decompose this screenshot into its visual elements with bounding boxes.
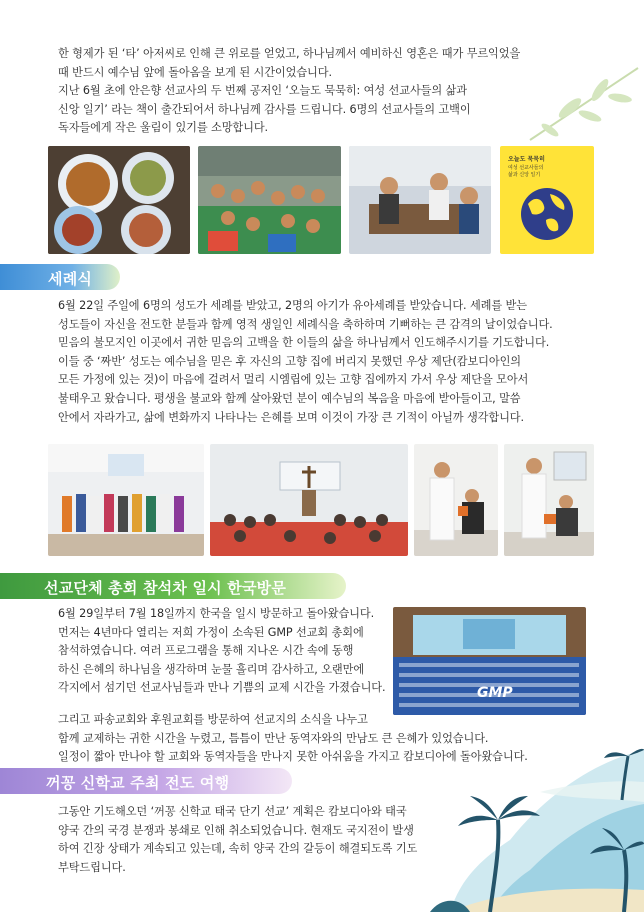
visit-line: 함께 교제하는 귀한 시간을 누렸고, 틈틈이 만난 동역자와의 만남도 큰 은혜가 있었습니다. — [58, 731, 489, 745]
book-cover — [500, 146, 594, 254]
baptism-line: 이들 중 ‘짜반’ 성도는 예수님을 믿은 후 자신의 고향 집에 버리지 못했던 우상 제단(캄보디아인의 — [58, 354, 521, 368]
visit-line: 6월 29일부터 7월 18일까지 한국을 일시 방문하고 돌아왔습니다. — [58, 607, 375, 620]
baptism-line: 모든 가정에 있는 것)이 마음에 걸려서 멀리 시엠립에 있는 고향 집에까지 가서 우상 제단을 모아서 — [58, 373, 529, 387]
photo-baptism-pastor-1 — [414, 444, 498, 556]
intro-line: 독자들에게 작은 울림이 있기를 소망합니다. — [58, 121, 269, 135]
section-heading-seminary: 꺼꽁 신학교 주최 전도 여행 — [46, 774, 230, 792]
baptism-line: 6월 22일 주일에 6명의 성도가 세례를 받았고, 2명의 아기가 유아세례를 받았습니다. 세례를 받는 — [58, 299, 527, 312]
photo-children-gathering — [198, 146, 341, 254]
photo-class-table — [349, 146, 491, 254]
visit-line: 각지에서 섬기던 선교사님들과 만나 기쁨의 교제 시간을 가졌습니다. — [58, 681, 386, 695]
intro-line: 한 형제가 된 ‘타’ 아저씨로 인해 큰 위로를 얻었고, 하나님께서 예비하신 영혼은 때가 무르익었을 — [58, 47, 521, 60]
intro-line: 지난 6월 초에 안은향 선교사의 두 번째 공저인 ‘오늘도 묵묵히: 여성 선교사들의 삶과 — [58, 84, 467, 98]
photo-food-bowls — [48, 146, 190, 254]
seminary-line: 그동안 기도해오던 ‘꺼꽁 신학교 태국 단기 선교’ 계획은 캄보디아와 태국 — [58, 805, 407, 818]
photo-baptism-pastor-2 — [504, 444, 594, 556]
seminary-line: 부탁드립니다. — [58, 860, 126, 874]
baptism-line: 불태우고 왔습니다. 평생을 불교와 함께 살아왔던 분이 예수님의 복음을 마음에 받아들이고, 말씀 — [58, 391, 521, 405]
book-title-line: 오늘도 묵묵히 — [508, 156, 545, 163]
baptism-paragraph — [58, 297, 553, 427]
visit-line: 그리고 파송교회와 후원교회를 방문하여 선교지의 소식을 나누고 — [58, 713, 368, 726]
book-title-line: 여성 선교사들의 — [508, 165, 544, 171]
visit-paragraph-a — [58, 605, 385, 698]
intro-line: 때 반드시 예수님 앞에 돌아옴을 보게 된 시간이었습니다. — [58, 65, 332, 79]
seminary-line: 하여 긴장 상태가 계속되고 있는데, 속히 양국 간의 갈등이 해결되도록 기도 — [58, 842, 418, 856]
seminary-paragraph — [58, 803, 417, 877]
baptism-line: 믿음의 불모지인 이곳에서 귀한 믿음의 고백을 한 이들의 삶을 하나님께서 인도해주시기를 기도합니다. — [58, 336, 550, 350]
visit-line: 참석하였습니다. 여러 프로그램을 통해 지나온 시간 속에 동행 — [58, 644, 354, 658]
section-heading-baptism: 세례식 — [48, 270, 93, 288]
photo-gmp-conference — [393, 607, 586, 715]
section-heading-visit: 선교단체 총회 참석차 일시 한국방문 — [44, 579, 287, 597]
tropical-island-decoration — [390, 720, 644, 912]
photo-church-service — [210, 444, 408, 556]
baptism-line: 성도들이 자신을 전도한 분들과 함께 영적 생일인 세례식을 축하하며 기뻐하는 큰 감격의 날이었습니다. — [58, 317, 553, 331]
seminary-line: 양국 간의 국경 분쟁과 봉쇄로 인해 취소되었습니다. 현재도 국지전이 발생 — [58, 823, 414, 837]
visit-line: 하신 은혜의 하나님을 생각하며 눈물 흘리며 감사하고, 오랜만에 — [58, 662, 365, 676]
intro-paragraph — [58, 45, 520, 138]
photo-baptism-group — [48, 444, 204, 556]
book-title-line: 삶과 신앙 일기 — [508, 172, 541, 178]
leaf-branch-decoration — [520, 60, 644, 150]
gmp-photo-label: GMP — [477, 685, 513, 701]
baptism-line: 안에서 자라가고, 삶에 변화까지 나타나는 은혜를 보며 이것이 가장 큰 기적이 아닐까 생각합니다. — [58, 410, 524, 424]
visit-line: 먼저는 4년마다 열리는 저희 가정이 소속된 GMP 선교회 총회에 — [58, 625, 364, 639]
intro-line: 신앙 일기’ 라는 책이 출간되어서 하나님께 감사를 드립니다. 6명의 선교사들의 고백이 — [58, 102, 471, 116]
visit-line: 일정이 짧아 만나야 할 교회와 동역자들을 만나지 못한 아쉬움을 가지고 캄보디아에 돌아왔습니다. — [58, 750, 528, 764]
globe-illustration — [516, 186, 578, 242]
